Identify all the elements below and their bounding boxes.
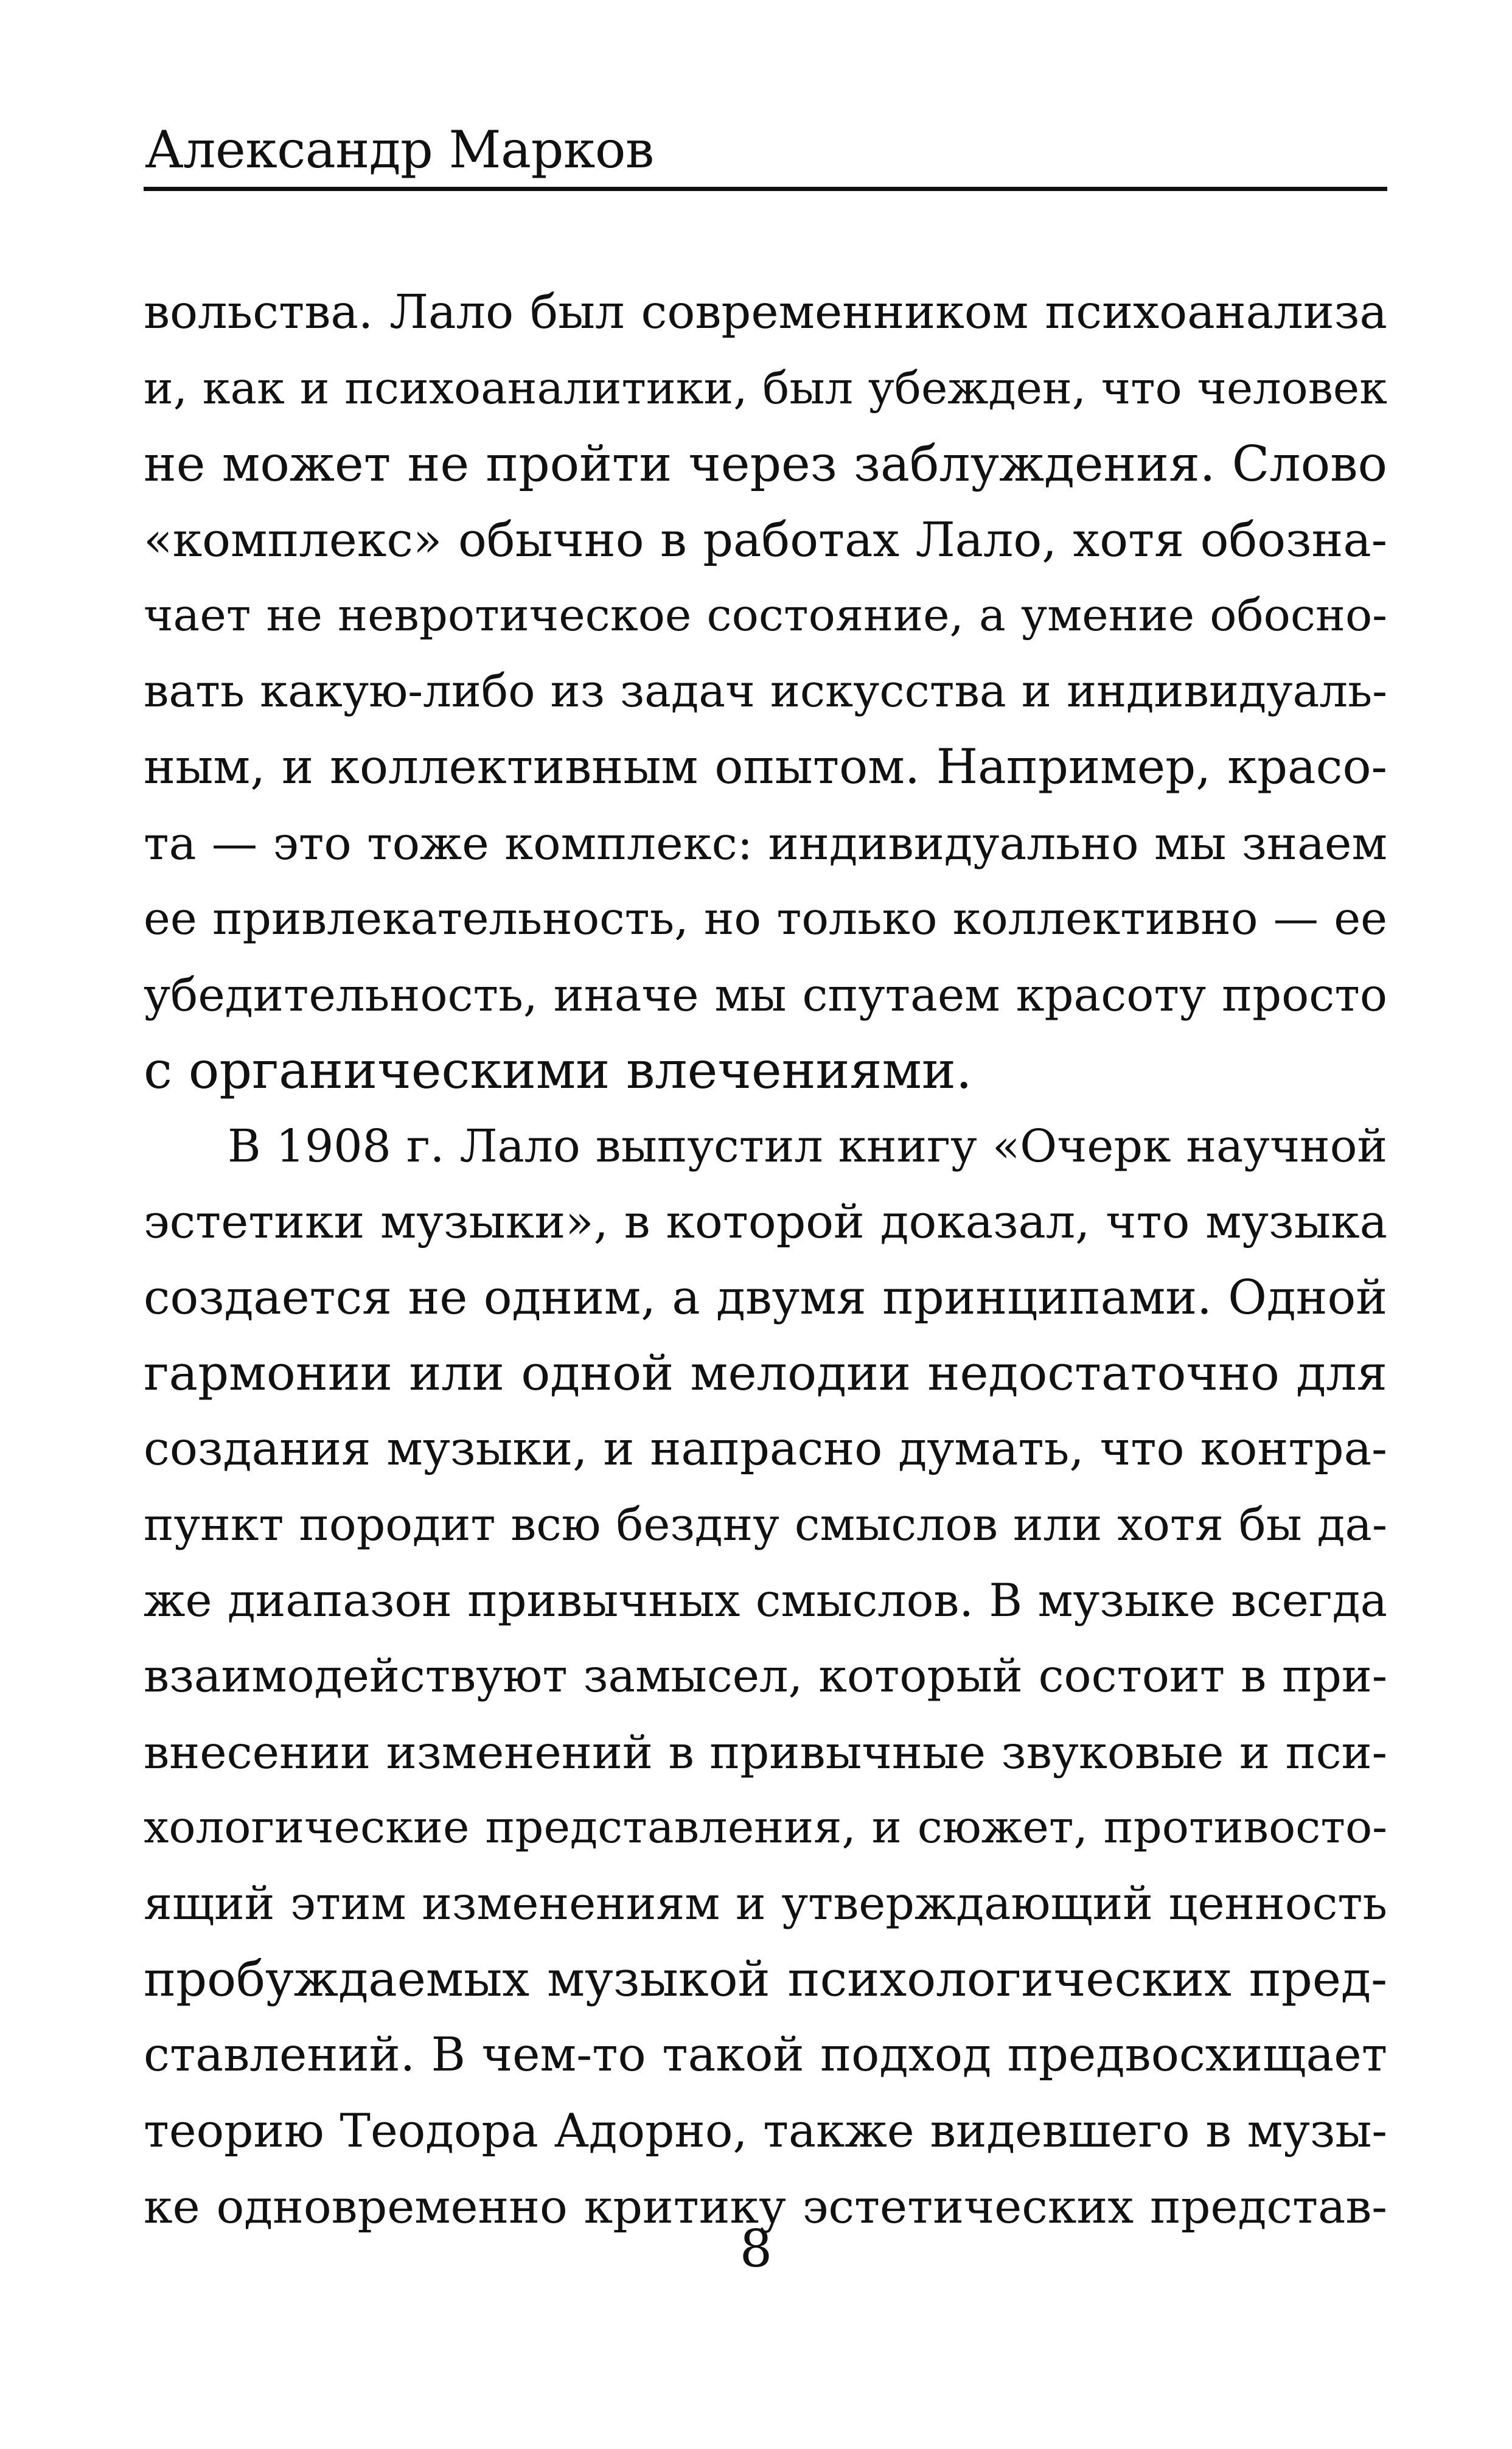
text-line: пробуждаемых музыкой психологических пред- (144, 1951, 1387, 2007)
text-line: взаимодействуют замысел, который состоит в при- (144, 1650, 1387, 1702)
paragraph-first-line: В 1908 г. Лало выпустил книгу «Очерк научной (228, 1119, 1387, 1172)
text-line: ставлений. В чем-то такой подход предвосхищает (144, 2027, 1387, 2082)
text-line: ным, и коллективным опытом. Например, красо- (144, 739, 1387, 795)
text-line: эстетики музыки», в которой доказал, что музыка (144, 1194, 1387, 1249)
paragraph-last-line: с органическими влечениями. (144, 1040, 972, 1100)
text-line: не может не пройти через заблуждения. Слово (144, 436, 1387, 493)
text-line: убедительность, иначе мы спутаем красоту просто (144, 967, 1387, 1022)
text-line: же диапазон привычных смыслов. В музыке всегда (144, 1573, 1387, 1627)
running-head-author: Александр Марков (145, 120, 654, 179)
text-line: та — это тоже комплекс: индивидуально мы знаем (144, 816, 1387, 870)
text-line: чает не невротическое состояние, а умение обосно- (144, 590, 1387, 641)
text-line: теорию Теодора Адорно, также видевшего в музы- (144, 2104, 1387, 2158)
text-line: вать какую-либо из задач искусства и индивидуаль- (144, 665, 1387, 717)
text-line: создания музыки, и напрасно думать, что контра- (144, 1421, 1387, 1476)
body-text (144, 275, 1387, 2245)
text-line: внесении изменений в привычные звуковые и пси- (144, 1725, 1387, 1779)
text-line: создается не одним, а двумя принципами. Одной (144, 1270, 1387, 1325)
text-line: ке одновременно критику эстетических представ- (144, 2179, 1387, 2234)
text-line: хологические представления, и сюжет, противосто- (144, 1802, 1387, 1853)
text-line: гармонии или одной мелодии недостаточно для (144, 1345, 1387, 1401)
text-line: ящий этим изменениям и утверждающий ценность (144, 1876, 1387, 1930)
header-rule (144, 187, 1387, 191)
text-line: вольства. Лало был современником психоанализа (144, 285, 1387, 340)
text-line: пункт породит всю бездну смыслов или хотя бы да- (144, 1498, 1387, 1551)
text-line: и, как и психоаналитики, был убежден, что человек (144, 362, 1387, 414)
text-line: ее привлекательность, но только коллективно — ее (144, 893, 1387, 945)
text-line: «комплекс» обычно в работах Лало, хотя обозна- (144, 512, 1387, 568)
page-number: 8 (739, 2219, 773, 2279)
